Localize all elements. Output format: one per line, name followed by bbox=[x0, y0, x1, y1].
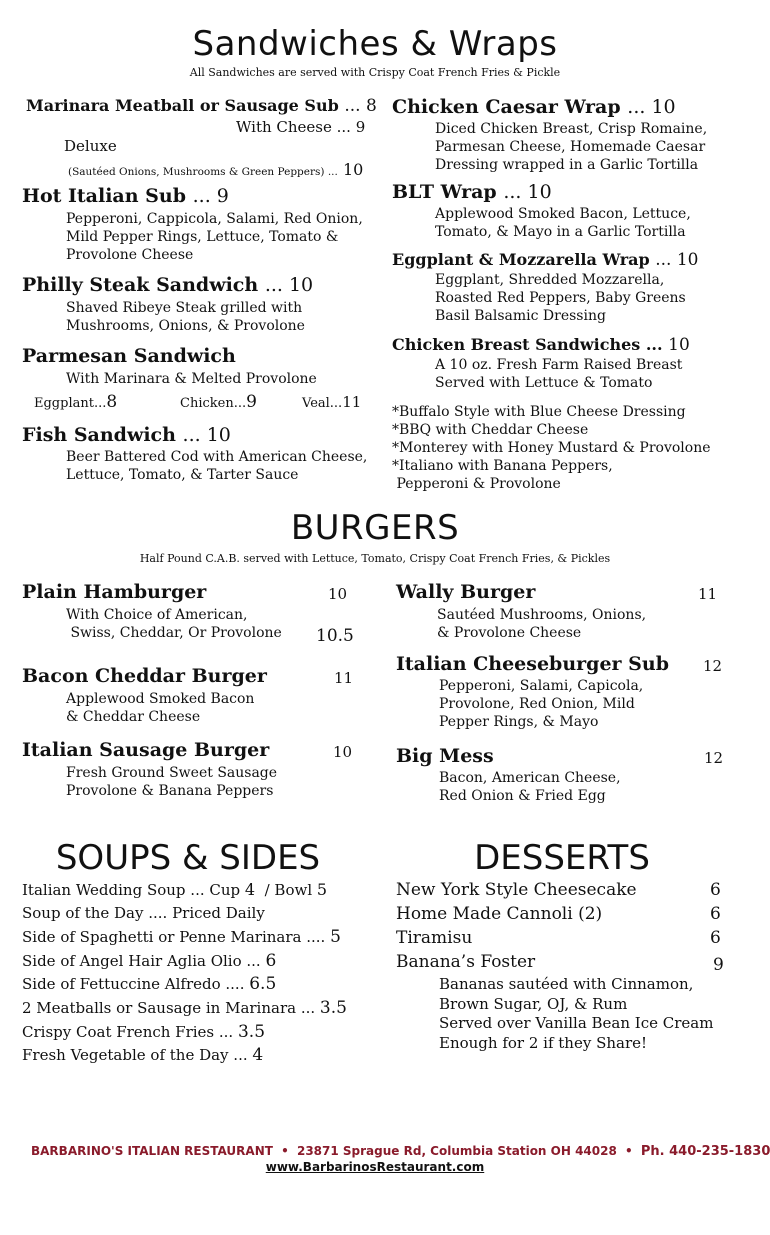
list-item: Crispy Coat French Fries ... 3.5 bbox=[22, 1021, 266, 1042]
wally-desc: Sautéed Mushrooms, Onions, & Provolone Cheese bbox=[437, 607, 647, 641]
fish-desc: Beer Battered Cod with American Cheese, Lettuce, Tomato, & Tarter Sauce bbox=[66, 449, 368, 483]
chicken-breast-desc: A 10 oz. Fresh Farm Raised Breast Served with Lettuce & Tomato bbox=[435, 357, 683, 391]
parmesan-eggplant: Eggplant...8 bbox=[34, 392, 118, 412]
restaurant-name: BARBARINO'S ITALIAN RESTAURANT bbox=[31, 1144, 273, 1158]
list-item: 2 Meatballs or Sausage in Marinara ... 3.5 bbox=[22, 997, 347, 1018]
italian-cheese-price: 12 bbox=[703, 657, 723, 675]
sandwiches-subtitle: All Sandwiches are served with Crispy Coat French Fries & Pickle bbox=[189, 66, 561, 79]
list-item: Fresh Vegetable of the Day ... 4 bbox=[22, 1045, 264, 1066]
menu-item-fish: Fish Sandwich ... 10 bbox=[22, 424, 231, 446]
list-item: Banana’s Foster 9 bbox=[396, 952, 724, 975]
list-item: Side of Fettuccine Alfredo .... 6.5 bbox=[22, 974, 277, 995]
eggplant-wrap-desc: Eggplant, Shredded Mozzarella, Roasted Red Peppers, Baby Greens Basil Balsamic Dressing bbox=[435, 272, 686, 324]
chicken-styles: *Buffalo Style with Blue Cheese Dressing *BBQ with Cheddar Cheese *Monterey with Honey Mustard & Provolone *Italiano with Banana Peppers, Pepperoni & Provolone bbox=[392, 404, 711, 492]
footer-line: BARBARINO'S ITALIAN RESTAURANT • 23871 Sprague Rd, Columbia Station OH 44028 • Ph. 440-235-1830 bbox=[31, 1144, 770, 1159]
soups-list bbox=[22, 880, 347, 1069]
sausage-desc: Fresh Ground Sweet Sausage Provolone & Banana Peppers bbox=[66, 765, 278, 799]
burgers-subtitle: Half Pound C.A.B. served with Lettuce, Tomato, Crispy Coat French Fries, & Pickles bbox=[139, 552, 611, 565]
hot-italian-desc: Pepperoni, Cappicola, Salami, Red Onion, Mild Pepper Rings, Lettuce, Tomato & Provolone Cheese bbox=[66, 211, 363, 263]
parmesan-desc: With Marinara & Melted Provolone bbox=[66, 371, 317, 387]
menu-item-bacon-cheddar: Bacon Cheddar Burger bbox=[22, 665, 267, 687]
menu-item-chicken-breast: Chicken Breast Sandwiches ... 10 bbox=[392, 335, 690, 355]
parmesan-chicken: Chicken...9 bbox=[180, 392, 257, 412]
blt-desc: Applewood Smoked Bacon, Lettuce, Tomato, & Mayo in a Garlic Tortilla bbox=[435, 206, 691, 240]
sausage-price: 10 bbox=[333, 743, 353, 761]
bigmess-price: 12 bbox=[704, 749, 724, 767]
plain-price: 10 bbox=[328, 585, 348, 603]
italian-cheese-desc: Pepperoni, Salami, Capicola, Provolone, Red Onion, Mild Pepper Rings, & Mayo bbox=[439, 678, 644, 730]
menu-item-marinara bbox=[26, 96, 377, 116]
list-item: Side of Spaghetti or Penne Marinara .... 5 bbox=[22, 927, 341, 948]
item-price: ... 8 bbox=[344, 96, 377, 116]
menu-item-eggplant-wrap: Eggplant & Mozzarella Wrap ... 10 bbox=[392, 250, 699, 270]
desserts-list bbox=[396, 880, 726, 974]
soups-title: SOUPS & SIDES bbox=[55, 838, 321, 878]
menu-item-italian-sausage: Italian Sausage Burger bbox=[22, 739, 270, 761]
philly-desc: Shaved Ribeye Steak grilled with Mushrooms, Onions, & Provolone bbox=[66, 300, 305, 334]
menu-item-italian-cheeseburger: Italian Cheeseburger Sub bbox=[396, 653, 669, 675]
desserts-title: DESSERTS bbox=[474, 838, 650, 878]
plain-price2: 10.5 bbox=[316, 626, 354, 646]
list-item: Soup of the Day .... Priced Daily bbox=[22, 903, 265, 922]
menu-item-big-mess: Big Mess bbox=[396, 745, 494, 767]
menu-item-caesar: Chicken Caesar Wrap ... 10 bbox=[392, 96, 676, 118]
bigmess-desc: Bacon, American Cheese, Red Onion & Fried Egg bbox=[439, 770, 621, 804]
list-item: Italian Wedding Soup ... Cup 4 / Bowl 5 bbox=[22, 880, 328, 899]
caesar-desc: Diced Chicken Breast, Crisp Romaine, Parmesan Cheese, Homemade Caesar Dressing wrapped in a Garlic Tortilla bbox=[435, 121, 708, 173]
parmesan-veal: Veal...11 bbox=[302, 393, 362, 411]
menu-item-parmesan: Parmesan Sandwich bbox=[22, 345, 236, 367]
menu-item-philly: Philly Steak Sandwich ... 10 bbox=[22, 274, 314, 296]
wally-price: 11 bbox=[698, 585, 718, 603]
list-item: New York Style Cheesecake 6 bbox=[396, 880, 721, 900]
bacon-desc: Applewood Smoked Bacon & Cheddar Cheese bbox=[66, 691, 255, 725]
restaurant-address: 23871 Sprague Rd, Columbia Station OH 44028 bbox=[296, 1144, 617, 1158]
list-item: Tiramisu 6 bbox=[396, 928, 721, 948]
menu-item-plain-hamburger: Plain Hamburger bbox=[22, 581, 207, 603]
item-name: Marinara Meatball or Sausage Sub bbox=[26, 96, 339, 115]
plain-desc: With Choice of American, Swiss, Cheddar, Or Provolone bbox=[66, 607, 282, 641]
marinara-deluxe: Deluxe bbox=[64, 137, 117, 155]
sandwiches-title: Sandwiches & Wraps bbox=[192, 24, 558, 64]
restaurant-phone: Ph. 440-235-1830 bbox=[640, 1144, 770, 1159]
marinara-deluxe-detail: (Sautéed Onions, Mushrooms & Green Peppers) ... 10 bbox=[68, 160, 364, 179]
bacon-price: 11 bbox=[334, 669, 354, 687]
burgers-title: BURGERS bbox=[290, 508, 460, 548]
menu-item-wally: Wally Burger bbox=[396, 581, 536, 603]
restaurant-website-link[interactable]: www.BarbarinosRestaurant.com bbox=[265, 1160, 485, 1174]
menu-item-hot-italian: Hot Italian Sub ... 9 bbox=[22, 185, 229, 207]
menu-item-blt: BLT Wrap ... 10 bbox=[392, 181, 552, 203]
list-item: Side of Angel Hair Aglia Olio ... 6 bbox=[22, 950, 277, 971]
foster-desc: Bananas sautéed with Cinnamon, Brown Sugar, OJ, & Rum Served over Vanilla Bean Ice Cream Enough for 2 if they Share! bbox=[439, 975, 714, 1053]
list-item: Home Made Cannoli (2) 6 bbox=[396, 904, 721, 924]
marinara-cheese-price: With Cheese ... 9 bbox=[236, 118, 366, 136]
